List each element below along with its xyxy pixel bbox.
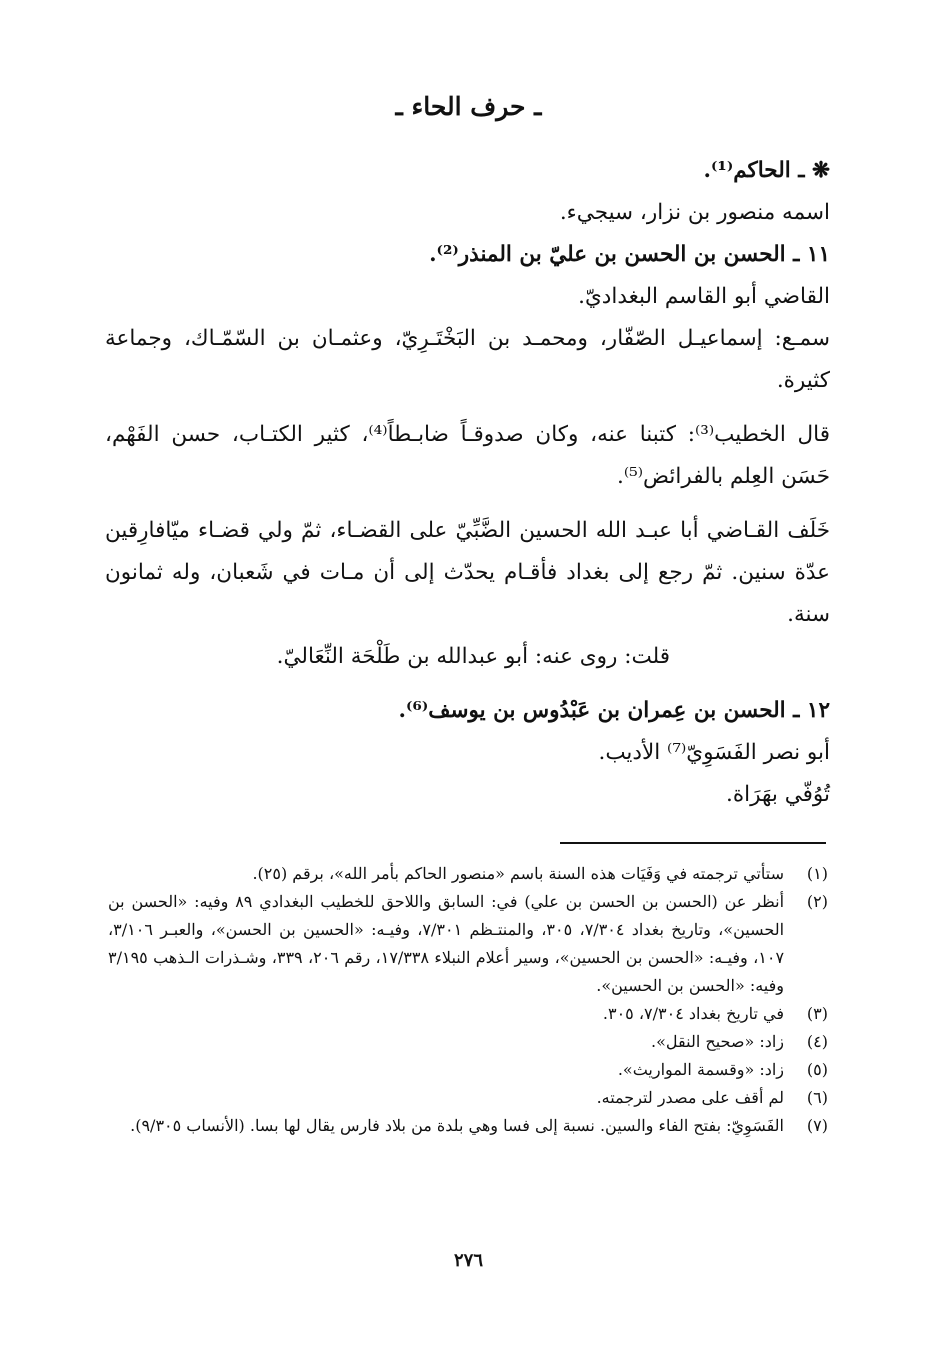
footnote xyxy=(108,1084,828,1112)
footnote-text: أنظر عن (الحسن بن الحسن بن علي) في: السابق واللاحق للخطيب البغدادي ٨٩ وفيه: «الحسن بن الحسين»، وتاريخ بغداد ٧/٣٠٤، ٣٠٥، والمنتـظم ٧/٣٠١، وفيـه: «الحسين بن الحسن»، والعبـر ٣/١٠٦، ١٠٧، وفيـه: «الحسن بن الحسين»، وسير أعلام النبلاء ١٧/٣٣٨، رقم ٢٠٦، ٣٣٩، وشـذرات الـذهب ٣/١٩٥ وفيه: «الحسن بن الحسين». xyxy=(108,892,785,995)
entry-11-line: قال الخطيب⁽³⁾: كتبنا عنه، وكان صدوقـاً ضابـطاً⁽⁴⁾، كثير الكتـاب، حسن الفَهْم، حَسَن العِلم بالفرائض⁽⁵⁾. xyxy=(105,422,831,489)
entry-11-heading: ١١ ـ الحسن بن الحسن بن عليّ بن المنذر⁽²⁾. xyxy=(429,242,830,267)
entry-12-heading: ١٢ ـ الحسن بن عِمران بن عَبْدُوس بن يوسف⁽⁶⁾. xyxy=(398,698,830,723)
footnote-separator xyxy=(560,842,826,844)
entry-11-line: قلت: روى عنه: أبو عبدالله بن طَلْحَة النِّعَاليّ. xyxy=(276,644,670,669)
entry-12-line: تُوُفّي بهَرَاة. xyxy=(726,782,830,807)
footnote xyxy=(108,860,828,888)
footnote-number: (٧) xyxy=(806,1116,828,1135)
footnote-number: (٣) xyxy=(806,1004,828,1023)
footnote xyxy=(108,1112,828,1140)
footnote xyxy=(108,1028,828,1056)
footnote-number: (١) xyxy=(806,864,828,883)
entry-11-line: القاضي أبو القاسم البغداديّ. xyxy=(578,284,830,309)
footnote-number: (٥) xyxy=(806,1060,828,1079)
entry-11-line: خَلَف القـاضي أبا عبـد الله الحسين الضَّبِّيّ على القضـاء، ثمّ ولي قضـاء ميّافارِقين عدّة سنين. ثمّ رجع إلى بغداد فأقـام يحدّث إلى أن مـات في شَعبان، وله ثمانون سنة. xyxy=(105,518,830,627)
footnote-text: زاد: «صحيح النقل». xyxy=(651,1032,784,1051)
footnote-text: ستأتي ترجمته في وَفَيَات هذه السنة باسم «منصور الحاكم بأمر الله»، برقم (٢٥). xyxy=(252,864,784,883)
footnote xyxy=(108,1000,828,1028)
footnote xyxy=(108,888,828,1000)
entry-11-line: سمـع: إسماعيـل الصّفّار، ومحمـد بن البَخْتَـرِيّ، وعثمـان بن السّمّـاك، وجماعة كثيرة. xyxy=(105,326,830,393)
chapter-title: ـ حرف الحاء ـ xyxy=(395,92,542,121)
footnote xyxy=(108,1056,828,1084)
main-text xyxy=(105,150,830,816)
entry-12-line: أبو نصر الفَسَوِيّ⁽⁷⁾ الأديب. xyxy=(598,740,830,765)
footnote-number: (٦) xyxy=(806,1088,828,1107)
footnote-text: زاد: «وقسمة المواريث». xyxy=(617,1060,784,1079)
footnote-text: الفَسَوِيّ: بفتح الفاء والسين. نسبة إلى فسا وهي بلدة من بلاد فارس يقال لها بسا. (الأنساب ٩/٣٠٥). xyxy=(130,1116,784,1135)
entry-hakim-heading: ❋ ـ الحاكم⁽¹⁾. xyxy=(703,158,830,183)
footnote-text: في تاريخ بغداد ٧/٣٠٤، ٣٠٥. xyxy=(602,1004,784,1023)
footnotes xyxy=(108,860,828,1140)
entry-hakim-text: اسمه منصور بن نزار، سيجيء. xyxy=(559,200,830,225)
footnote-number: (٢) xyxy=(806,892,828,911)
footnote-number: (٤) xyxy=(806,1032,828,1051)
page-number: ٢٧٦ xyxy=(453,1250,483,1271)
footnote-text: لم أقف على مصدر لترجمته. xyxy=(596,1088,784,1107)
